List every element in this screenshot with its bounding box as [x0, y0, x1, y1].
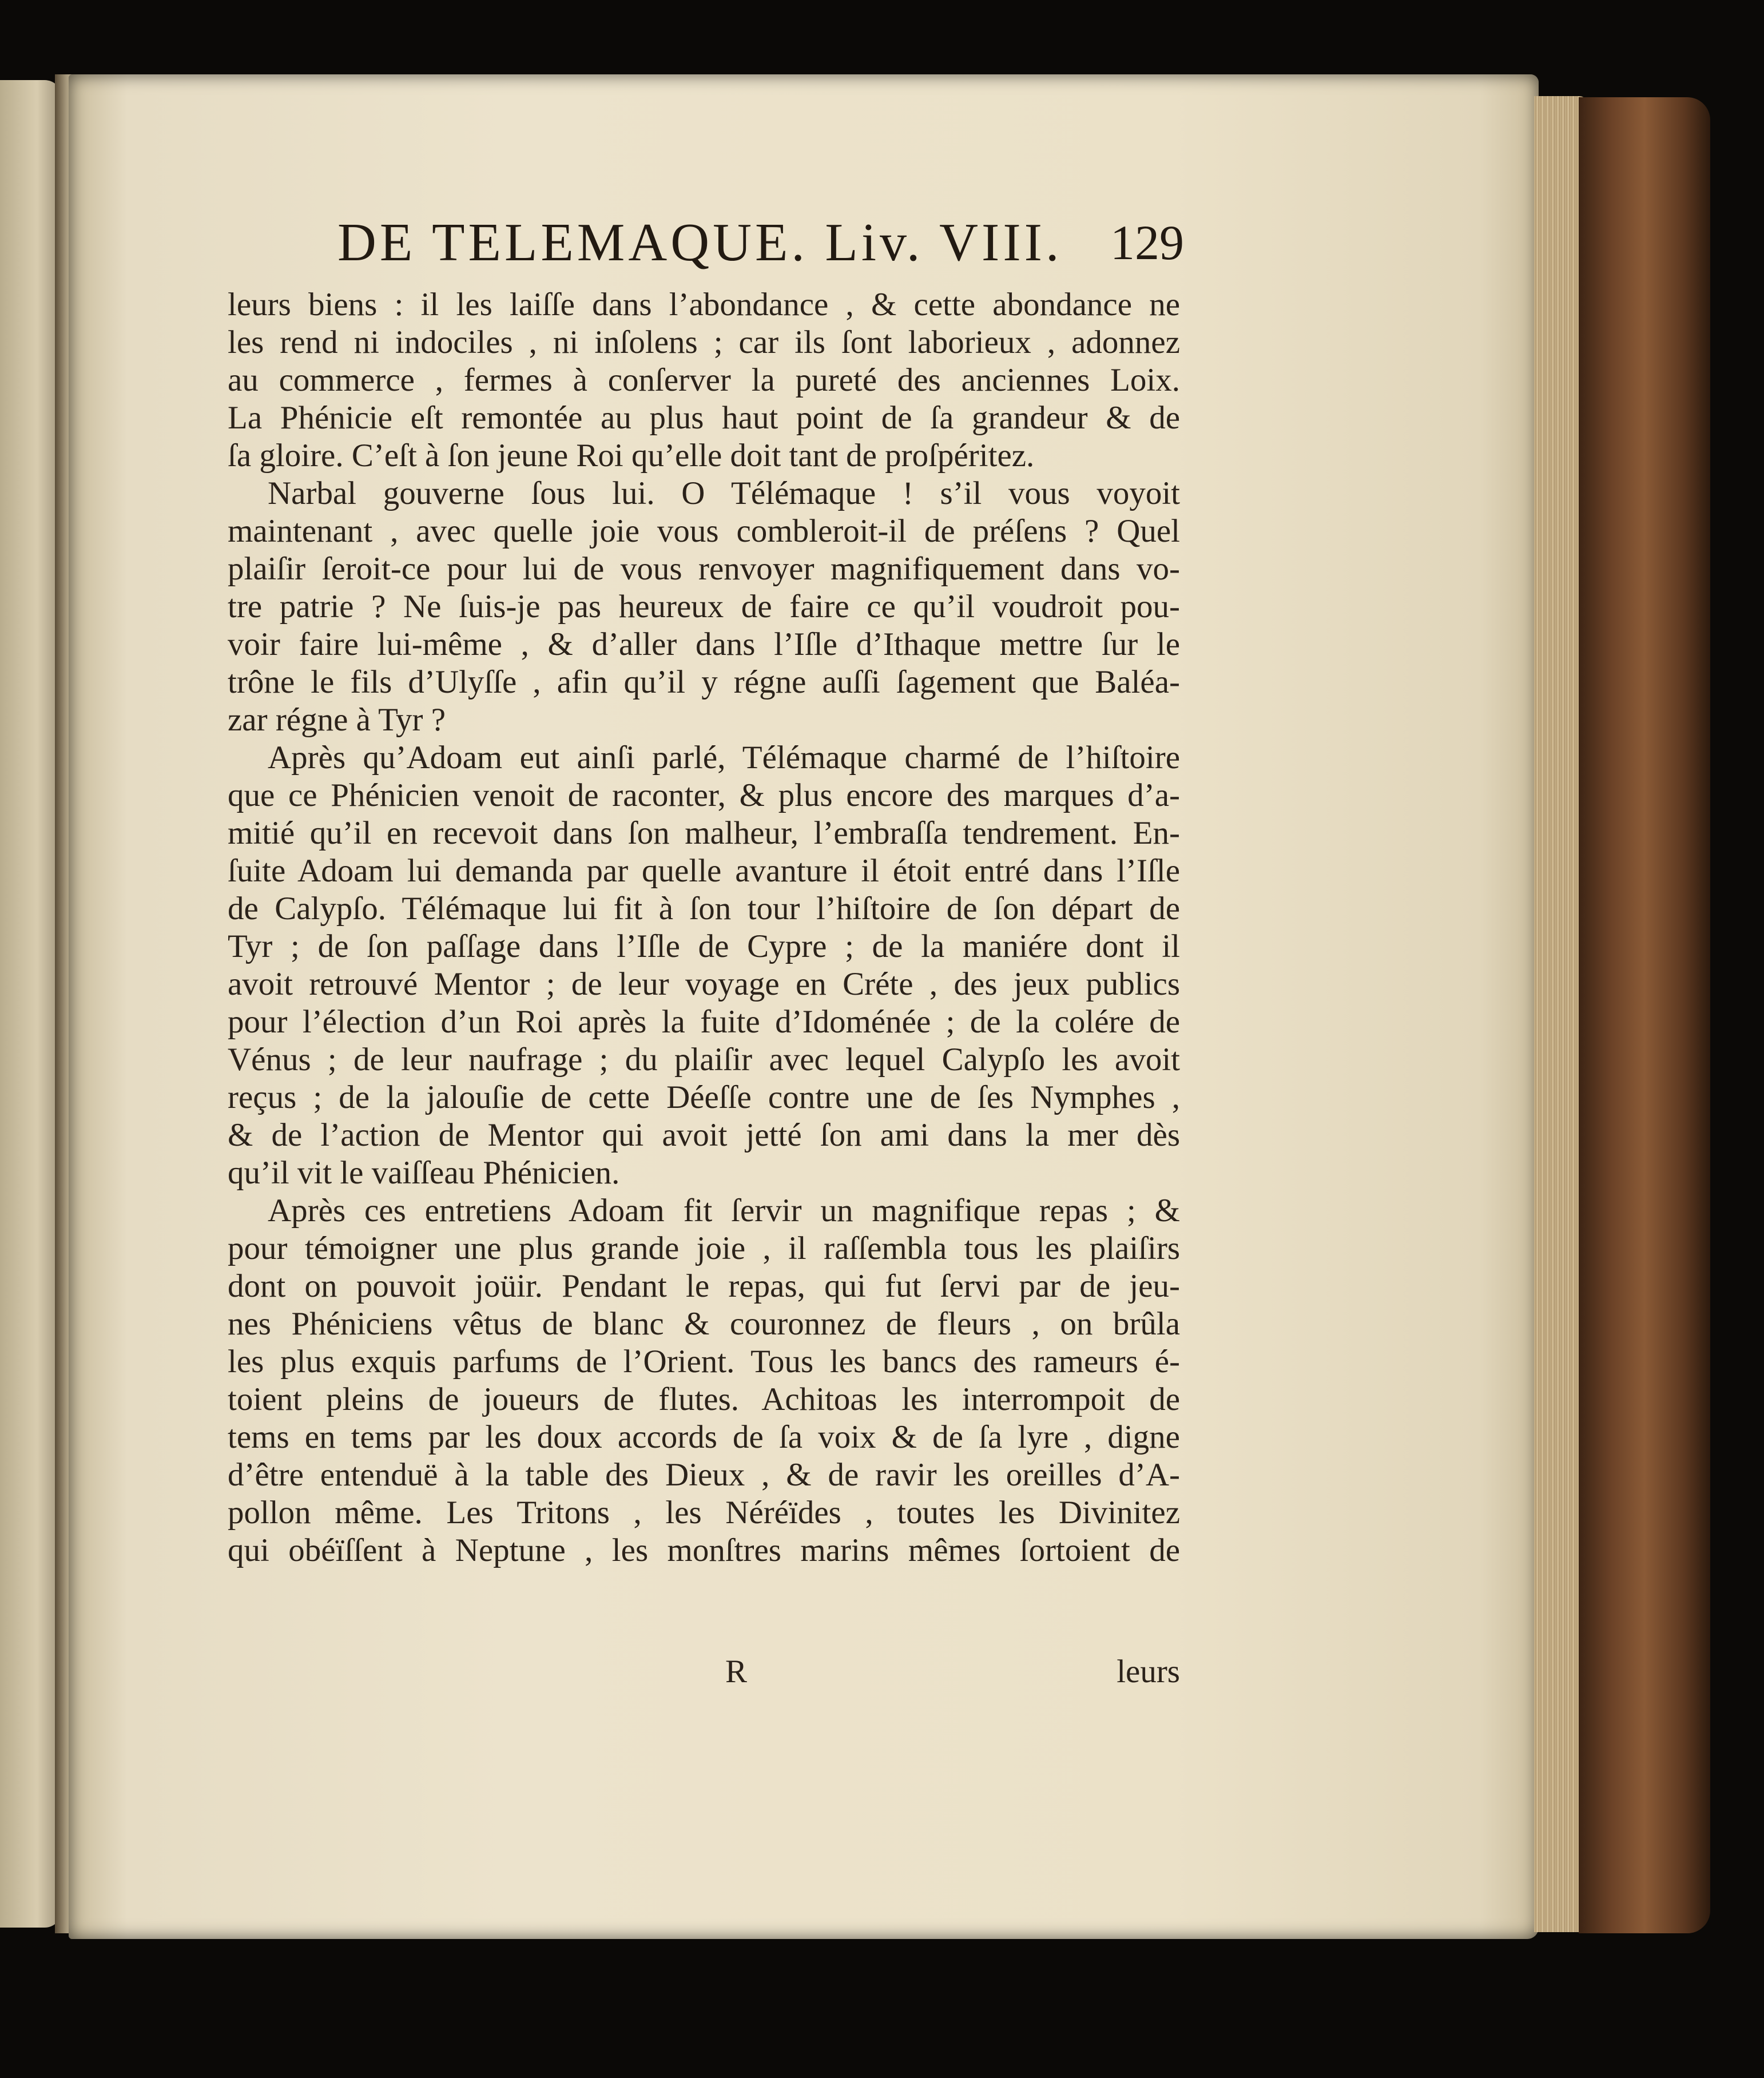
text-line: voir faire lui-même , & d’aller dans l’Iſle d’Ithaque mettre ſur le	[228, 626, 1180, 662]
text-line: tre patrie ? Ne ſuis-je pas heureux de faire ce qu’il voudroit pou-	[228, 589, 1180, 625]
text-line: reçus ; de la jalouſie de cette Déeſſe contre une de ſes Nymphes ,	[228, 1079, 1180, 1115]
text-line: Après qu’Adoam eut ainſi parlé, Télémaque charmé de l’hiſtoire	[268, 740, 1180, 776]
text-line: d’être entenduë à la table des Dieux , & de ravir les oreilles d’A-	[228, 1457, 1180, 1493]
catchword: leurs	[1117, 1654, 1180, 1690]
text-line: Narbal gouverne ſous lui. O Télémaque ! s’il vous voyoit	[268, 475, 1180, 511]
text-line: toient pleins de joueurs de flutes. Achitoas les interrompoit de	[228, 1381, 1180, 1417]
text-line: plaiſir ſeroit-ce pour lui de vous renvoyer magnifiquement dans vo-	[228, 551, 1180, 587]
text-line: trône le fils d’Ulyſſe , afin qu’il y régne auſſi ſagement que Baléa-	[228, 664, 1180, 700]
text-line: maintenant , avec quelle joie vous combleroit-il de préſens ? Quel	[228, 513, 1180, 549]
text-line: ſa gloire. C’eſt à ſon jeune Roi qu’elle doit tant de proſpéritez.	[228, 438, 1035, 474]
running-title: DE TELEMAQUE. Liv. VIII.	[337, 213, 1063, 272]
text-line: nes Phéniciens vêtus de blanc & couronnez de fleurs , on brûla	[228, 1306, 1180, 1342]
body-text	[228, 286, 1180, 1570]
text-line: qu’il vit le vaiſſeau Phénicien.	[228, 1155, 620, 1191]
text-line: leurs biens : il les laiſſe dans l’abondance , & cette abondance ne	[228, 287, 1180, 323]
page-edges	[1534, 96, 1586, 1932]
page-number: 129	[1110, 215, 1184, 270]
text-line: La Phénicie eſt remontée au plus haut point de ſa grandeur & de	[228, 400, 1180, 436]
text-line: Après ces entretiens Adoam fit ſervir un magnifique repas ; &	[268, 1193, 1180, 1229]
text-line: dont on pouvoit joüir. Pendant le repas, qui fut ſervi par de jeu-	[228, 1268, 1180, 1304]
text-line: au commerce , fermes à conſerver la pureté des anciennes Loix.	[228, 362, 1180, 398]
text-line: zar régne à Tyr ?	[228, 702, 446, 738]
text-line: que ce Phénicien venoit de raconter, & plus encore des marques d’a-	[228, 777, 1180, 813]
text-line: les rend ni indociles , ni inſolens ; car ils ſont laborieux , adonnez	[228, 324, 1180, 360]
text-line: pour témoigner une plus grande joie , il raſſembla tous les plaiſirs	[228, 1230, 1180, 1266]
text-line: ſuite Adoam lui demanda par quelle avanture il étoit entré dans l’Iſle	[228, 853, 1180, 889]
text-line: Vénus ; de leur naufrage ; du plaiſir avec lequel Calypſo les avoit	[228, 1042, 1180, 1078]
text-line: pollon même. Les Tritons , les Néréïdes , toutes les Divinitez	[228, 1495, 1180, 1531]
text-line: & de l’action de Mentor qui avoit jetté ſon ami dans la mer dès	[228, 1117, 1180, 1153]
text-line: de Calypſo. Télémaque lui fit à ſon tour l’hiſtoire de ſon départ de	[228, 891, 1180, 927]
page-footer	[228, 1653, 1180, 1693]
text-line: mitié qu’il en recevoit dans ſon malheur, l’embraſſa tendrement. En-	[228, 815, 1180, 851]
book-cover	[1579, 97, 1710, 1933]
signature-mark: R	[725, 1654, 748, 1690]
text-line: tems en tems par les doux accords de ſa voix & de ſa lyre , digne	[228, 1419, 1180, 1455]
text-line: avoit retrouvé Mentor ; de leur voyage en Créte , des jeux publics	[228, 966, 1180, 1002]
text-line: Tyr ; de ſon paſſage dans l’Iſle de Cypre ; de la maniére dont il	[228, 928, 1180, 964]
page-header	[337, 212, 1195, 275]
text-line: pour l’élection d’un Roi après la fuite d’Idoménée ; de la colére de	[228, 1004, 1180, 1040]
text-line: les plus exquis parfums de l’Orient. Tous les bancs des rameurs é-	[228, 1344, 1180, 1380]
left-page-edge	[0, 80, 62, 1928]
text-line: qui obéïſſent à Neptune , les monſtres marins mêmes ſortoient de	[228, 1532, 1180, 1568]
